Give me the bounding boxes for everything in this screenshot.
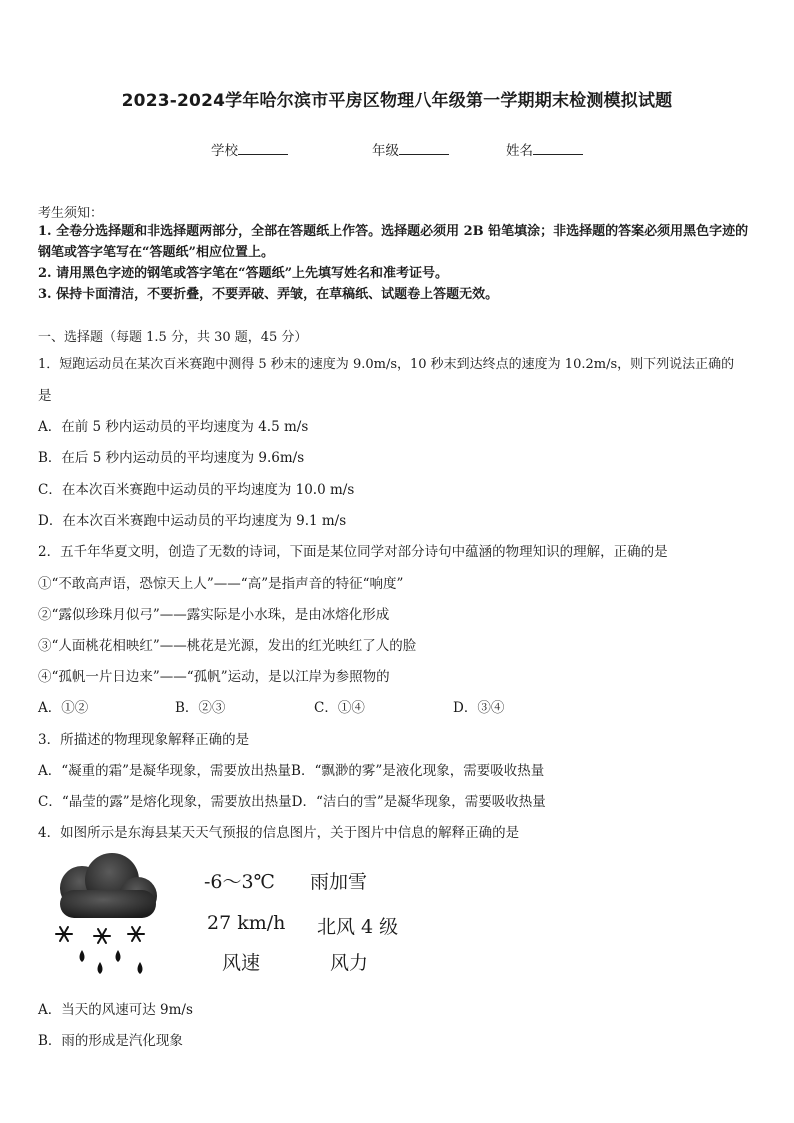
school-label: 学校 [211,143,238,159]
wind-direction-text: 北风 4 级 [317,916,399,938]
name-label: 姓名 [506,143,533,159]
q2-item-2: ②“露似珍珠月似弓”——露实际是小水珠，是由冰熔化形成 [38,607,390,623]
temperature-text: -6～3℃ [204,871,275,893]
name-field [506,139,583,159]
wind-speed-text: 27 km/h [207,912,286,934]
notice-item-1: 1. 全卷分选择题和非选择题两部分，全部在答题纸上作答。选择题必须用 2B 铅笔填涂；非选择题的答案必须用黑色字迹的钢笔或答字笔写在“答题纸”相应位置上。 [38,224,749,260]
q2-option-a: A．①② [38,700,89,716]
school-field [211,139,288,159]
q2-option-d: D．③④ [453,700,505,716]
speed-label: 风速 [222,952,261,974]
name-blank[interactable] [533,141,583,155]
q2-options [38,696,504,716]
q1-stem-line2: 是 [38,388,52,404]
q1-option-d: D．在本次百米赛跑中运动员的平均速度为 9.1 m/s [38,513,347,529]
q4-option-b: B．雨的形成是汽化现象 [38,1033,183,1049]
q1-option-b: B．在后 5 秒内运动员的平均速度为 9.6m/s [38,450,305,466]
q3-options-line2: C．“晶莹的露”是熔化现象，需要放出热量D．“洁白的雪”是凝华现象，需要吸收热量 [38,794,546,810]
q2-item-1: ①“不敢高声语，恐惊天上人”——“高”是指声音的特征“响度” [38,576,404,592]
weather-text: 雨加雪 [310,871,368,893]
cloud-snow-rain-icon [46,850,164,978]
q3-options-line1: A．“凝重的霜”是凝华现象，需要放出热量B．“飘渺的雾”是液化现象，需要吸收热量 [38,763,545,779]
raindrops [80,950,143,974]
q3-stem: 3．所描述的物理现象解释正确的是 [38,732,250,748]
q2-item-3: ③“人面桃花相映红”——桃花是光源，发出的红光映红了人的脸 [38,638,417,654]
q2-option-c: C．①④ [314,700,365,716]
force-label: 风力 [330,952,369,974]
snowflakes [56,927,144,943]
cloud-shape [60,853,157,918]
school-blank[interactable] [238,141,288,155]
q1-option-c: C．在本次百米赛跑中运动员的平均速度为 10.0 m/s [38,482,355,498]
grade-field [372,139,449,159]
q4-option-a: A．当天的风速可达 9m/s [38,1002,193,1018]
page-title: 2023-2024学年哈尔滨市平房区物理八年级第一学期期末检测模拟试题 [121,91,673,111]
q1-option-a: A．在前 5 秒内运动员的平均速度为 4.5 m/s [38,419,309,435]
q2-option-b: B．②③ [175,700,226,716]
grade-blank[interactable] [399,141,449,155]
q2-item-4: ④“孤帆一片日边来”——“孤帆”运动，是以江岸为参照物的 [38,669,390,685]
q1-stem-line1: 1．短跑运动员在某次百米赛跑中测得 5 秒末的速度为 9.0m/s，10 秒末到达终点的速度为 10.2m/s，则下列说法正确的 [38,357,735,372]
notice-item-2: 2. 请用黑色字迹的钢笔或答字笔在“答题纸”上先填写姓名和准考证号。 [38,266,449,281]
grade-label: 年级 [372,143,399,159]
notice-heading: 考生须知： [38,206,104,221]
q2-stem: 2．五千年华夏文明，创造了无数的诗词，下面是某位同学对部分诗句中蕴涵的物理知识的理解，正确的是 [38,544,668,560]
q4-stem: 4．如图所示是东海县某天天气预报的信息图片，关于图片中信息的解释正确的是 [38,825,520,841]
section-heading: 一、选择题（每题 1.5 分，共 30 题，45 分） [38,330,308,345]
notice-item-3: 3. 保持卡面清洁，不要折叠，不要弄破、弄皱，在草稿纸、试题卷上答题无效。 [38,287,499,302]
